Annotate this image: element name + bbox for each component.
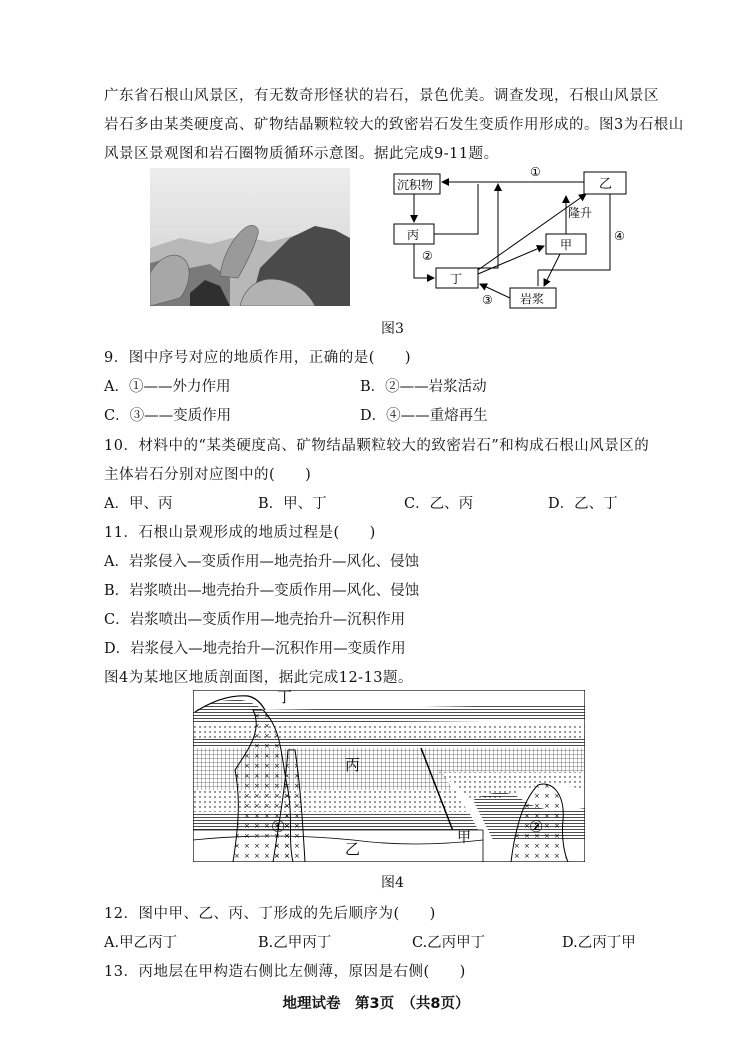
box-yi: 乙 bbox=[599, 177, 613, 192]
box-sediment: 沉积物 bbox=[397, 178, 434, 192]
intro-line-1: 广东省石根山风景区，有无数奇形怪状的岩石，景色优美。调查发现，石根山风景区 bbox=[104, 88, 659, 104]
label-n2: ② bbox=[529, 817, 544, 836]
fig3-caption: 图3 bbox=[381, 321, 404, 337]
label-n2: ② bbox=[422, 249, 433, 263]
label-ding: 丁 bbox=[277, 690, 293, 706]
label-jia: 甲 bbox=[457, 830, 471, 846]
q12-option-c: C.乙丙甲丁 bbox=[412, 935, 486, 951]
fig4-intro: 图4为某地区地质剖面图，据此完成12-13题。 bbox=[104, 670, 414, 686]
box-jia: 甲 bbox=[560, 238, 573, 252]
q11-option-d: D．岩浆侵入—地壳抬升—沉积作用—变质作用 bbox=[104, 641, 406, 657]
label-n1: ① bbox=[530, 165, 541, 179]
label-uplift: 隆升 bbox=[568, 206, 593, 220]
rock-cycle-diagram bbox=[388, 162, 638, 312]
landscape-photo bbox=[150, 168, 350, 306]
q9-stem: 9．图中序号对应的地质作用，正确的是( ) bbox=[104, 350, 412, 366]
fig4-caption: 图4 bbox=[381, 875, 404, 891]
label-bing: 丙 bbox=[345, 756, 361, 774]
q10-option-d: D．乙、丁 bbox=[548, 496, 618, 512]
q12-option-d: D.乙丙丁甲 bbox=[562, 935, 636, 951]
q12-stem: 12．图中甲、乙、丙、丁形成的先后顺序为( ) bbox=[104, 906, 436, 922]
q12-option-a: A.甲乙丙丁 bbox=[104, 935, 178, 951]
q11-option-a: A．岩浆侵入—变质作用—地壳抬升—风化、侵蚀 bbox=[104, 554, 419, 570]
geologic-cross-section bbox=[193, 690, 585, 862]
q10-stem-1: 10．材料中的“某类硬度高、矿物结晶颗粒较大的致密岩石”和构成石根山风景区的 bbox=[104, 438, 650, 454]
intro-line-2: 岩石多由某类硬度高、矿物结晶颗粒较大的致密岩石发生变质作用形成的。图3为石根山 bbox=[104, 117, 684, 133]
q10-option-a: A．甲、丙 bbox=[104, 496, 173, 512]
box-ding: 丁 bbox=[450, 272, 463, 286]
q11-option-c: C．岩浆喷出—变质作用—地壳抬升—沉积作用 bbox=[104, 612, 406, 628]
q13-stem: 13．丙地层在甲构造右侧比左侧薄，原因是右侧( ) bbox=[104, 964, 466, 980]
label-n4: ④ bbox=[614, 229, 625, 243]
label-n3: ③ bbox=[482, 293, 493, 307]
q11-stem: 11．石根山景观形成的地质过程是( ) bbox=[104, 525, 376, 541]
q9-option-b: B．②——岩浆活动 bbox=[360, 379, 487, 395]
box-bing: 丙 bbox=[407, 228, 420, 242]
q10-option-c: C．乙、丙 bbox=[404, 496, 474, 512]
q10-stem-2: 主体岩石分别对应图中的( ) bbox=[104, 467, 312, 483]
q9-option-d: D．④——重熔再生 bbox=[360, 408, 488, 424]
q12-option-b: B.乙甲丙丁 bbox=[258, 935, 332, 951]
label-n1: ① bbox=[271, 817, 286, 836]
q10-option-b: B．甲、丁 bbox=[258, 496, 327, 512]
q11-option-b: B．岩浆喷出—地壳抬升—变质作用—风化、侵蚀 bbox=[104, 583, 420, 599]
box-magma: 岩浆 bbox=[520, 292, 545, 306]
intro-line-3: 风景区景观图和岩石圈物质循环示意图。据此完成9-11题。 bbox=[104, 146, 499, 162]
page-footer: 地理试卷 第3页 （共8页） bbox=[282, 996, 470, 1012]
label-yi: 乙 bbox=[345, 840, 361, 858]
q9-option-a: A．①——外力作用 bbox=[104, 379, 231, 395]
q9-option-c: C．③——变质作用 bbox=[104, 408, 232, 424]
